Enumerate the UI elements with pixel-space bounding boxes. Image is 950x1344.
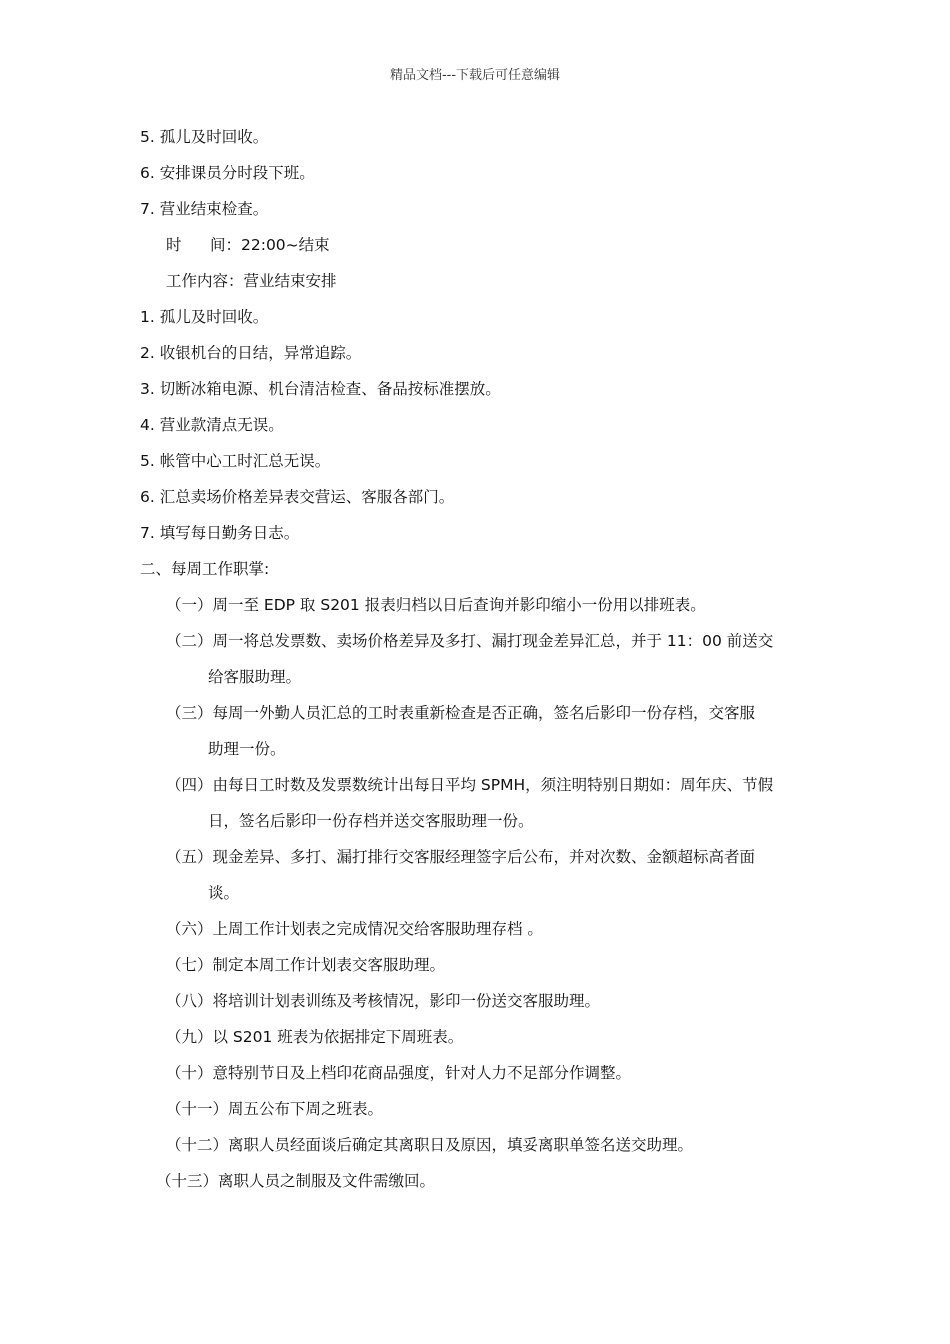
list-item: 2. 收银机台的日结，异常追踪。 (140, 344, 362, 362)
weekly-item-continuation: 助理一份。 (208, 740, 286, 758)
weekly-item: （十三）离职人员之制服及文件需缴回。 (156, 1172, 436, 1190)
weekly-item: （十二）离职人员经面谈后确定其离职日及原因，填妥离职单签名送交助理。 (166, 1136, 694, 1154)
weekly-item: （八）将培训计划表训练及考核情况，影印一份送交客服助理。 (166, 992, 601, 1010)
time-label-a: 时 (166, 236, 182, 254)
list-item: 5. 帐管中心工时汇总无误。 (140, 452, 331, 470)
weekly-item: （十）意特别节日及上档印花商品强度，针对人力不足部分作调整。 (166, 1064, 632, 1082)
weekly-item: （二）周一将总发票数、卖场价格差异及多打、漏打现金差异汇总，并于 11：00 前送交 (166, 632, 774, 650)
weekly-item-continuation: 日，签名后影印一份存档并送交客服助理一份。 (208, 812, 534, 830)
weekly-item-continuation: 给客服助理。 (208, 668, 302, 686)
list-item: 7. 填写每日勤务日志。 (140, 524, 300, 542)
work-content-line: 工作内容：营业结束安排 (166, 272, 337, 290)
time-line (166, 235, 330, 255)
list-item: 6. 安排课员分时段下班。 (140, 164, 315, 182)
weekly-item: （七）制定本周工作计划表交客服助理。 (166, 956, 446, 974)
weekly-item-continuation: 谈。 (208, 884, 240, 902)
section-heading: 二、每周工作职掌: (140, 560, 270, 578)
weekly-item: （十一）周五公布下周之班表。 (166, 1100, 384, 1118)
page-header: 精品文档---下载后可任意编辑 (389, 68, 561, 83)
weekly-item: （一）周一至 EDP 取 S201 报表归档以日后查询并影印缩小一份用以排班表。 (166, 596, 706, 614)
list-item: 3. 切断冰箱电源、机台清洁检查、备品按标准摆放。 (140, 380, 501, 398)
list-item: 5. 孤儿及时回收。 (140, 128, 269, 146)
weekly-item: （四）由每日工时数及发票数统计出每日平均 SPMH，须注明特别日期如：周年庆、节假 (166, 776, 774, 794)
list-item: 6. 汇总卖场价格差异表交营运、客服各部门。 (140, 488, 455, 506)
weekly-item: （三）每周一外勤人员汇总的工时表重新检查是否正确，签名后影印一份存档，交客服 (166, 704, 756, 722)
weekly-item: （六）上周工作计划表之完成情况交给客服助理存档 。 (166, 920, 543, 938)
list-item: 7. 营业结束检查。 (140, 200, 269, 218)
list-item: 4. 营业款清点无误。 (140, 416, 284, 434)
weekly-item: （五）现金差异、多打、漏打排行交客服经理签字后公布，并对次数、金额超标高者面 (166, 848, 756, 866)
time-label-b: 间：22:00~结束 (210, 236, 330, 254)
list-item: 1. 孤儿及时回收。 (140, 308, 269, 326)
weekly-item: （九）以 S201 班表为依据排定下周班表。 (166, 1028, 464, 1046)
